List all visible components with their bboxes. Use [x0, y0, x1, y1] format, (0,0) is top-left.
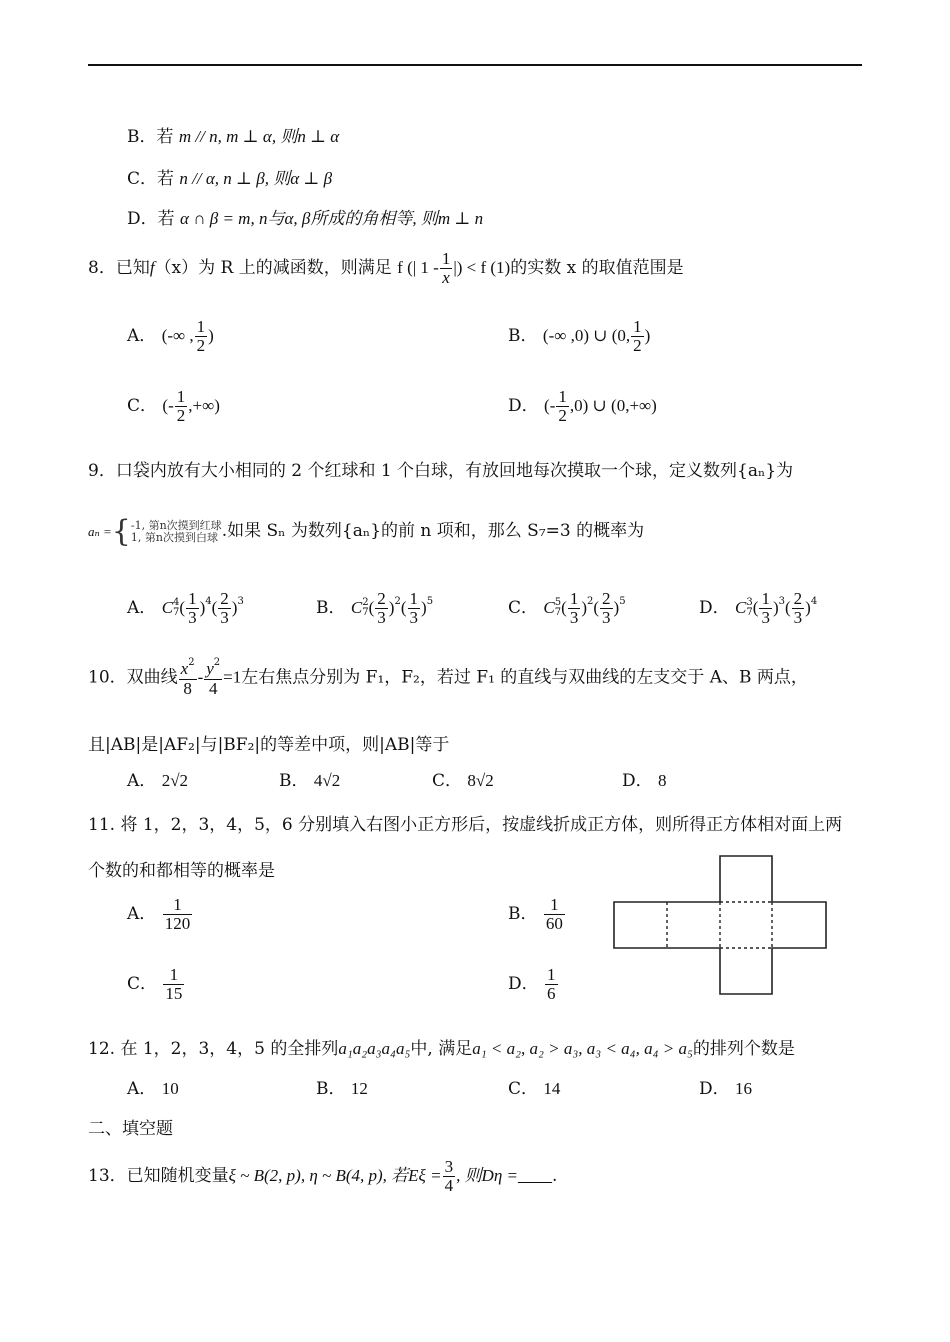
q9-a-f1: [186, 590, 199, 627]
q13-frac: [443, 1158, 456, 1195]
q12-d-label: D．: [699, 1079, 730, 1099]
q9-option-c: C． C 5 7 ( $\frac{1}{3}$ )$^2$( $\frac{2}{3}$ )$^5$: [508, 589, 626, 627]
q9-b-f2d: 3: [409, 607, 419, 627]
q13-blank[interactable]: ____: [518, 1165, 552, 1185]
q9-a-label: A．: [127, 597, 157, 618]
q9-a-f2: [218, 590, 231, 627]
q9-a-e2: 3: [237, 595, 244, 607]
q9-line1: 9．口袋内放有大小相同的 2 个红球和 1 个白球，有放回地每次摸取一个球，定义数列{aₙ}为: [88, 461, 794, 481]
q11-d-label: D．: [508, 973, 539, 994]
q7-option-c-expr: n // α, n ⊥ β, 则α ⊥ β: [179, 169, 333, 188]
q7-option-b-label: B．若: [127, 127, 174, 147]
q9-b-e2: 5: [426, 595, 434, 607]
q12-d-value: 16: [735, 1079, 753, 1098]
q10-rest: 左右焦点分别为 F₁，F₂，若过 F₁ 的直线与双曲线的左支交于 A、B 两点，: [241, 667, 808, 688]
q9-b-f2: [408, 590, 421, 627]
q9-option-d: D． C 3 7 ( $\frac{1}{3}$ )$^3$( $\frac{2}{3}$ )$^4$: [699, 589, 818, 627]
q10-stem: [88, 658, 808, 698]
q8-suffix: 的实数 x 的取值范围是: [510, 257, 684, 278]
q9-c-f2n: 2: [602, 589, 611, 608]
q9-a-f1n: 1: [188, 589, 197, 608]
q10-eq: =1: [223, 667, 242, 687]
q11-a-frac: [163, 896, 193, 933]
q8-d-label: D．: [508, 395, 539, 416]
q9-d-e1: 3: [778, 595, 785, 607]
q9-case1: -1, 第n次摸到红球: [130, 518, 222, 532]
q9-d-f1d: 3: [761, 607, 770, 627]
q12-c-label: C．: [508, 1079, 539, 1099]
q10-frac2: [204, 658, 222, 698]
q11-option-d: [508, 966, 559, 1003]
q10-prefix: 10．双曲线: [88, 667, 178, 688]
q10-frac1: [179, 658, 197, 698]
q11-b-den: 60: [545, 913, 563, 933]
q9-d-csub: 7: [746, 607, 753, 619]
q8-b-pre: (-∞ ,0) ∪ (0,: [542, 325, 631, 345]
q13-end: .: [552, 1165, 558, 1186]
q9-brace: {: [111, 514, 131, 549]
q9-c-e2: 5: [619, 595, 626, 607]
q12-b-value: 12: [350, 1079, 368, 1098]
q10-c-value: 8√2: [467, 771, 494, 790]
q9-c-f1d: 3: [569, 607, 579, 627]
q10-a-value: 2√2: [161, 771, 189, 790]
q10-option-d: [622, 766, 667, 791]
q12-option-b: [316, 1074, 368, 1099]
q9-d-f1n: 1: [761, 589, 770, 608]
q10-frac2-num: [204, 658, 222, 680]
q8-a-den: 2: [196, 335, 206, 355]
q8-b-label: B．: [508, 325, 538, 346]
q10-line2: 且|AB|是|AF₂|与|BF₂|的等差中项，则|AB|等于: [88, 735, 450, 755]
q8-frac-num: 1: [441, 249, 451, 268]
q9-d-f2n: 2: [793, 589, 803, 608]
q9-line2-text: .如果 Sₙ 为数列{aₙ}的前 n 项和，那么 S₇=3 的概率为: [221, 521, 645, 541]
q11-option-a: [127, 896, 193, 933]
q7-option-b: [127, 122, 339, 147]
q11-b-label: B．: [508, 903, 538, 924]
q13-expr1: ξ ~ B(2, p), η ~ B(4, p), 若Eξ =: [228, 1165, 442, 1185]
q11-d-frac: [545, 966, 558, 1003]
q10-c-label: C．: [432, 771, 463, 791]
q9-b-f1d: 3: [377, 607, 386, 627]
q8-option-c: [127, 388, 220, 425]
q8-frac-den: x: [442, 267, 450, 287]
q9-b-label: B．: [316, 597, 346, 618]
q8-option-a: [127, 318, 214, 355]
q8-d-post: ,0) ∪ (0,+∞): [569, 395, 657, 415]
q9-c-c: C: [543, 597, 555, 617]
q8-prefix: 8．已知: [88, 257, 150, 278]
q9-case2: 1, 第n次摸到白球: [130, 530, 218, 544]
q9-an: aₙ =: [88, 524, 112, 539]
q13-num: 3: [444, 1157, 454, 1176]
q12-perm: a₁a₂a₃a₄a₅: [338, 1039, 411, 1058]
q8-stem: [88, 250, 684, 287]
q12-prefix: 12. 在 1，2，3，4，5 的全排列: [88, 1039, 339, 1059]
q9-cases: [131, 520, 222, 544]
q8-c-post: ,+∞): [188, 395, 220, 415]
q12-option-a: [127, 1074, 179, 1099]
q10-d-label: D．: [622, 771, 653, 791]
q7-option-b-expr: m // n, m ⊥ α, 则n ⊥ α: [178, 127, 340, 146]
q7-option-c-label: C．若: [127, 169, 175, 189]
q8-option-d: [508, 388, 657, 425]
q12-cond: a₁ < a₂, a₂ > a₃, a₃ < a₄, a₄ > a₅: [472, 1039, 693, 1058]
q8-b-frac: [631, 318, 644, 355]
q10-y-exp: 2: [213, 657, 221, 668]
q9-b-f2n: 1: [409, 589, 419, 608]
q9-d-f2: [792, 590, 805, 627]
q11-d-num: 1: [547, 965, 556, 984]
q11-a-den: 120: [164, 913, 191, 933]
q10-minus: -: [197, 667, 204, 687]
q9-b-csub: 7: [362, 607, 369, 619]
q9-c-csub: 7: [554, 607, 562, 619]
q8-a-frac: [195, 318, 208, 355]
q9-d-label: D．: [699, 597, 730, 618]
q8-b-post: ): [644, 325, 651, 345]
q11-c-label: C．: [127, 973, 158, 994]
q11-option-b: [508, 896, 566, 933]
q9-c-f2d: 3: [602, 607, 611, 627]
q9-d-e2: 4: [810, 595, 818, 607]
q11-a-label: A．: [127, 903, 157, 924]
q12-b-label: B．: [316, 1079, 346, 1099]
q8-ineq-left: f (| 1 -: [397, 257, 439, 277]
q8-f: f: [149, 257, 155, 277]
q11-line2: 个数的和都相等的概率是: [88, 861, 275, 881]
q9-a-f2d: 3: [220, 607, 229, 627]
q8-x: （x）: [154, 257, 199, 278]
q10-option-c: [432, 766, 494, 791]
q11-c-frac: [163, 966, 184, 1003]
q9-c-f1n: 1: [569, 589, 579, 608]
q9-a-csup: 4: [173, 597, 180, 609]
q10-b-value: 4√2: [313, 771, 341, 790]
q9-a-csub: 7: [173, 607, 180, 619]
q9-b-f1: [375, 590, 388, 627]
q9-a-c: C: [161, 597, 174, 617]
q8-d-den: 2: [558, 405, 567, 425]
q9-c-f1: [568, 590, 581, 627]
q12-a-value: 10: [161, 1079, 179, 1098]
q8-d-num: 1: [558, 387, 567, 406]
q8-a-num: 1: [196, 317, 206, 336]
q7-option-c: [127, 164, 332, 189]
q8-a-post: ): [208, 325, 214, 345]
q10-x: x: [180, 659, 189, 678]
q10-d-value: 8: [658, 771, 667, 790]
q7-option-d-label: D．若: [127, 209, 175, 229]
q10-frac1-num: [179, 658, 197, 680]
q9-a-f2n: 2: [220, 589, 229, 608]
q8-b-num: 1: [633, 317, 642, 336]
q10-den1: 8: [183, 678, 192, 698]
q13-den: 4: [444, 1175, 454, 1195]
q10-b-label: B．: [279, 771, 309, 791]
cube-net-outline: [614, 856, 826, 994]
q9-b-f1n: 2: [377, 589, 386, 608]
q12-stem: [88, 1034, 795, 1059]
q12-mid: 中, 满足: [410, 1039, 473, 1059]
q8-ineq-right: |) < f (1): [453, 257, 511, 277]
q8-c-num: 1: [176, 387, 186, 406]
q10-option-b: [279, 766, 340, 791]
q9-line2: [88, 514, 644, 549]
q9-c-label: C．: [508, 597, 539, 618]
q13-stem: [88, 1158, 557, 1195]
q8-c-den: 2: [176, 405, 186, 425]
q8-c-frac: [175, 388, 188, 425]
q10-den2: 4: [208, 678, 218, 698]
q8-a-pre: (-∞ ,: [161, 325, 194, 345]
q11-c-den: 15: [165, 983, 183, 1003]
q10-option-a: [127, 766, 188, 791]
q10-x-exp: 2: [188, 657, 195, 668]
q9-a-e1: 4: [205, 595, 212, 607]
q9-a-f1d: 3: [188, 607, 197, 627]
q11-c-num: 1: [163, 966, 184, 985]
q11-line1: 11. 将 1，2，3，4，5，6 分别填入右图小正方形后，按虚线折成正方体，则所得正方体相对面上两: [88, 815, 843, 835]
header-rule: [88, 64, 862, 66]
q9-b-e1: 2: [394, 595, 401, 607]
q13-prefix: 13．已知随机变量: [88, 1165, 229, 1186]
q7-option-d: [127, 204, 483, 229]
q8-c-label: C．: [127, 395, 158, 416]
q12-a-label: A．: [127, 1079, 157, 1099]
section-title: 二、填空题: [88, 1119, 173, 1139]
q8-c-pre: (-: [162, 395, 174, 415]
q9-c-f2: [600, 590, 613, 627]
q9-d-csup: 3: [746, 597, 753, 609]
q12-c-value: 14: [543, 1079, 561, 1098]
q9-d-f1: [759, 590, 772, 627]
q11-b-num: 1: [544, 896, 565, 915]
q9-c-e1: 2: [586, 595, 594, 607]
q11-d-den: 6: [547, 983, 556, 1003]
q8-d-pre: (-: [544, 395, 556, 415]
q8-mid: 为 R 上的减函数，则满足: [198, 257, 392, 278]
q7-option-d-expr: α ∩ β = m, n与α, β所成的角相等, 则m ⊥ n: [180, 209, 484, 228]
q9-b-csup: 2: [362, 597, 369, 609]
q8-frac: [440, 250, 453, 287]
q11-option-c: [127, 966, 185, 1003]
q13-expr2: , 则Dη =: [456, 1165, 518, 1185]
q12-option-d: [699, 1074, 752, 1099]
q9-d-c: C: [735, 597, 747, 617]
q10-a-label: A．: [127, 771, 157, 791]
q8-d-frac: [556, 388, 569, 425]
cube-net-figure: [612, 854, 832, 996]
q8-option-b: [508, 318, 650, 355]
q12-option-c: [508, 1074, 560, 1099]
q8-a-label: A．: [127, 325, 157, 346]
q9-option-b: B． C 2 7 ( $\frac{2}{3}$ )$^2$( $\frac{1}{3}$ )$^5$: [316, 589, 434, 627]
q11-a-num: 1: [163, 896, 193, 915]
q9-option-a: A． C 4 7 ( $\frac{1}{3}$ )$^4$( $\frac{2}{3}$ )$^3$: [127, 589, 244, 627]
q9-b-c: C: [350, 597, 363, 617]
q8-b-den: 2: [633, 335, 642, 355]
q9-d-f2d: 3: [793, 607, 803, 627]
q11-b-frac: [544, 896, 565, 933]
q10-y: y: [206, 659, 214, 678]
q9-c-csup: 5: [554, 597, 562, 609]
q12-suffix: 的排列个数是: [692, 1039, 795, 1059]
